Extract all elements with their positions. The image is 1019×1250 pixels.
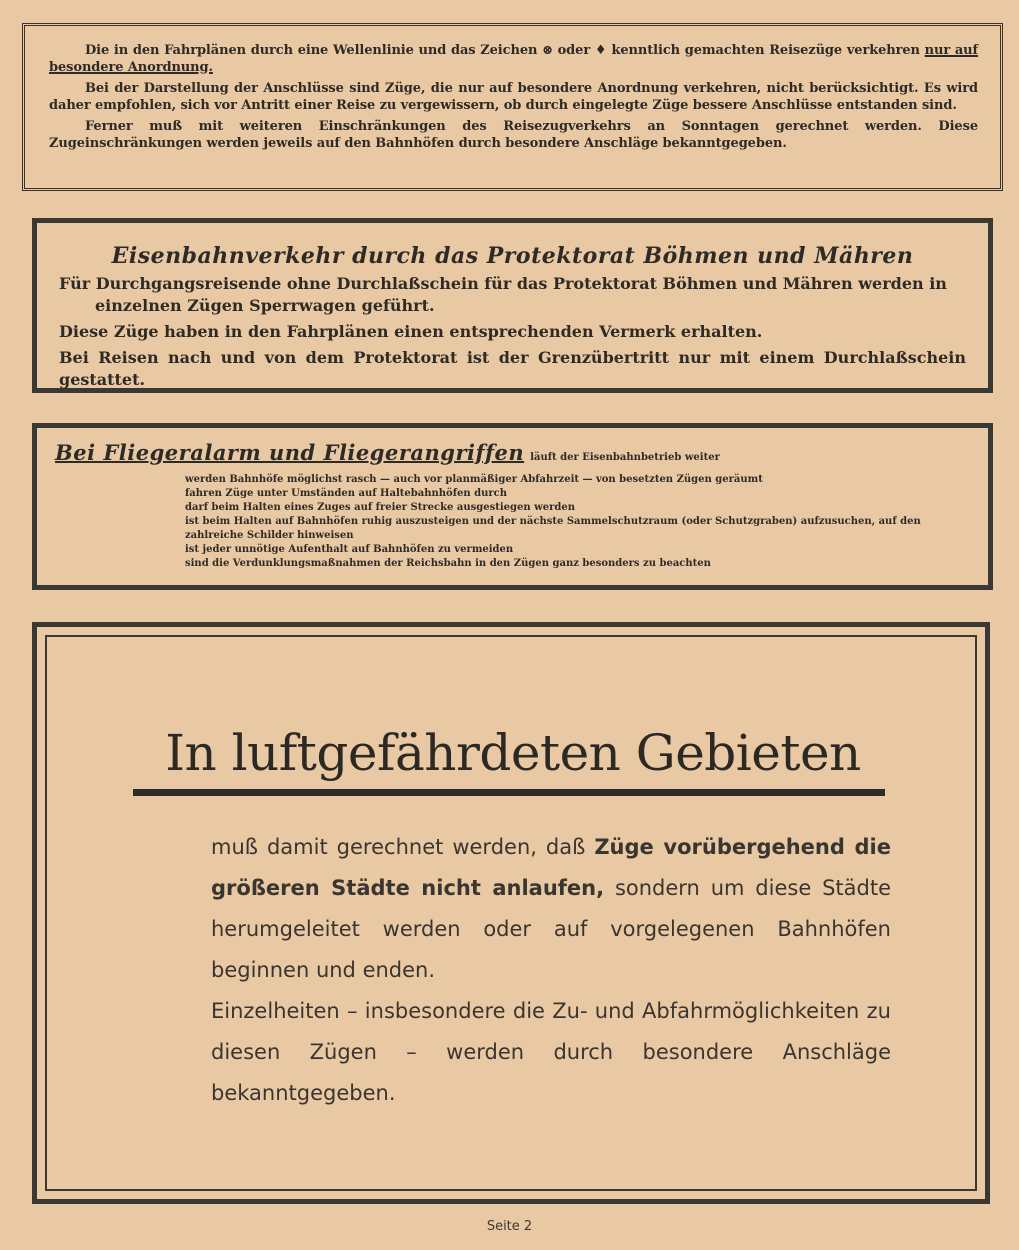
air-danger-paragraph-1: muß damit gerechnet werden, daß Züge vorübergehend die größeren Städte nicht anlaufen, sondern um diese Städte herumgeleitet werden oder auf vorgelegenen Bahnhöfen beginnen und enden.: [211, 835, 891, 982]
diamond-symbol-icon: ♦: [594, 43, 607, 58]
air-raid-heading-rest: läuft der Eisenbahnbetrieb weiter: [530, 452, 720, 463]
list-item: fahren Züge unter Umständen auf Haltebahnhöfen durch: [185, 488, 508, 499]
heading-rule: [133, 789, 885, 796]
air-danger-body: [211, 827, 891, 1114]
air-raid-heading: Bei Fliegeralarm und Fliegerangriffen: [55, 440, 525, 465]
list-item: ist beim Halten auf Bahnhöfen ruhig auszusteigen und der nächste Sammelschutzraum (oder Schutzgraben) aufzusuchen, auf den zahlreiche Schilder hinweisen: [185, 516, 921, 541]
air-raid-heading-line: [55, 440, 972, 465]
air-raid-list: [55, 473, 972, 571]
notice-paragraph-3: Ferner muß mit weiteren Einschränkungen des Reisezugverkehrs an Sonntagen gerechnet werden. Diese Zugeinschränkungen werden jeweils auf den Bahnhöfen durch besondere Anschläge bekanntgegeben.: [49, 119, 978, 151]
page-number: Seite 2: [486, 1219, 533, 1234]
list-item: werden Bahnhöfe möglichst rasch — auch vor planmäßiger Abfahrzeit — von besetzten Zügen geräumt: [185, 474, 763, 485]
air-danger-heading: In luftgefährdeten Gebieten: [165, 724, 861, 782]
list-item: darf beim Halten eines Zuges auf freier Strecke ausgestiegen werden: [185, 502, 575, 513]
notice-paragraph-2: Bei der Darstellung der Anschlüsse sind Züge, die nur auf besondere Anordnung verkehren, nicht berücksichtigt. Es wird daher empfohlen, sich vor Antritt einer Reise zu vergewissern, ob durch eingelegte Züge bessere Anschlüsse entstanden sind.: [49, 81, 978, 113]
crossed-circle-symbol-icon: ⊗: [542, 43, 553, 58]
air-danger-paragraph-2: Einzelheiten – insbesondere die Zu- und Abfahrmöglichkeiten zu diesen Zügen – werden durch besondere Anschläge bekanntgegeben.: [211, 999, 891, 1105]
protectorate-paragraph-2: Diese Züge haben in den Fahrplänen einen entsprechenden Vermerk erhalten.: [59, 322, 763, 341]
list-item: ist jeder unnötige Aufenthalt auf Bahnhöfen zu vermeiden: [185, 544, 514, 555]
notice-paragraph-1: Die in den Fahrplänen durch eine Wellenlinie und das Zeichen ⊗ oder ♦ kenntlich gemachten Reisezüge verkehren nur auf besondere Anordnung.: [49, 43, 979, 75]
protectorate-paragraph-3: Bei Reisen nach und von dem Protektorat ist der Grenzübertritt nur mit einem Durchlaßschein gestattet.: [59, 348, 966, 389]
protectorate-paragraph-1: Für Durchgangsreisende ohne Durchlaßschein für das Protektorat Böhmen und Mähren werden in einzelnen Zügen Sperrwagen geführt.: [59, 274, 947, 315]
notice-box-air-danger-areas: [32, 622, 990, 1204]
special-order-underlined: nur auf besondere Anordnung.: [49, 43, 979, 75]
notice-box-air-raid: [32, 423, 993, 590]
list-item: sind die Verdunklungsmaßnahmen der Reichsbahn in den Zügen ganz besonders zu beachten: [185, 558, 711, 569]
notice-box-special-trains: [22, 23, 1003, 191]
protectorate-heading: Eisenbahnverkehr durch das Protektorat Böhmen und Mähren: [111, 243, 914, 269]
notice-box-protectorate: [32, 218, 993, 393]
